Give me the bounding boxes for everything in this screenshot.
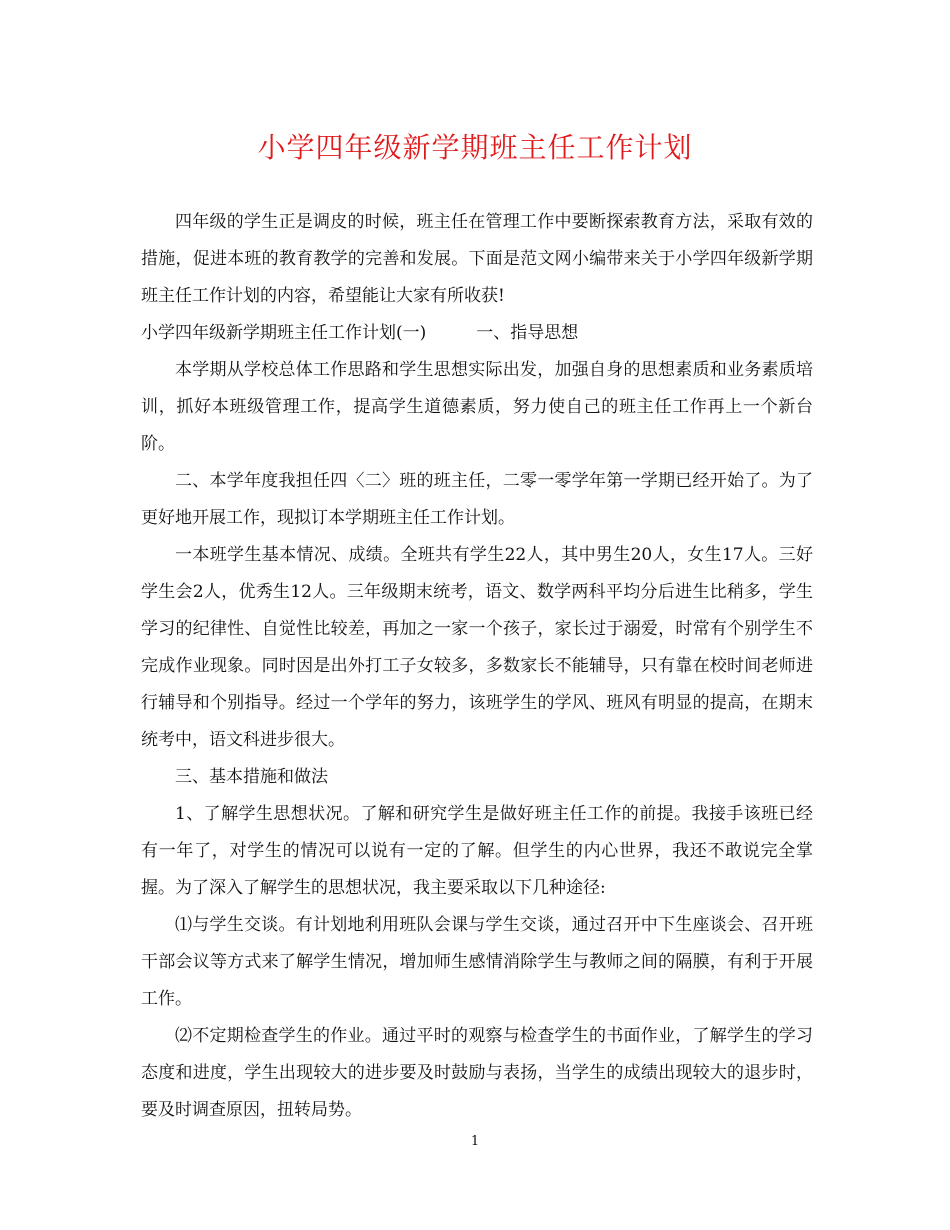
paragraph-talk-with-students: ⑴与学生交谈。有计划地利用班队会课与学生交谈，通过召开中下生座谈会、召开班干部会议等方式来了解学生情况，增加师生感情消除学生与教师之间的隔膜，有利于开展工作。 bbox=[141, 915, 813, 1009]
paragraph-check-homework: ⑵不定期检查学生的作业。通过平时的观察与检查学生的书面作业，了解学生的学习态度和进度，学生出现较大的进步要及时鼓励与表扬，当学生的成绩出现较大的退步时，要及时调查原因，扭转局势。 bbox=[141, 1026, 813, 1120]
paragraph-class-situation: 一本班学生基本情况、成绩。全班共有学生22人，其中男生20人，女生17人。三好学生会2人，优秀生12人。三年级期末统考，语文、数学两科平均分后进生比稍多，学生学习的纪律性、自觉性比较差，再加之一家一个孩子，家长过于溺爱，时常有个别学生不完成作业现象。同时因是出外打工子女较多，多数家长不能辅导，只有靠在校时间老师进行辅导和个别指导。经过一个学年的努力，该班学生的学风、班风有明显的提高，在期末统考中，语文科进步很大。 bbox=[141, 545, 813, 750]
intro-paragraph: 四年级的学生正是调皮的时候，班主任在管理工作中要断探索教育方法，采取有效的措施，促进本班的教育教学的完善和发展。下面是范文网小编带来关于小学四年级新学期班主任工作计划的内容，希望能让大家有所收获! bbox=[141, 212, 813, 306]
section-subheading: 一、指导思想 bbox=[476, 323, 579, 343]
paragraph-measures-heading: 三、基本措施和做法 bbox=[175, 767, 328, 787]
paragraph-class-assignment: 二、本学年度我担任四〈二〉班的班主任，二零一零学年第一学期已经开始了。为了更好地开展工作，现拟订本学期班主任工作计划。 bbox=[141, 471, 813, 528]
section-heading: 小学四年级新学期班主任工作计划(一) bbox=[141, 323, 427, 343]
document-body bbox=[141, 204, 813, 1129]
paragraph-guiding-thought: 本学期从学校总体工作思路和学生思想实际出发，加强自身的思想素质和业务素质培训，抓好本班级管理工作，提高学生道德素质，努力使自己的班主任工作再上一个新台阶。 bbox=[141, 360, 813, 454]
page-number: 1 bbox=[470, 1134, 480, 1149]
document-title: 小学四年级新学期班主任工作计划 bbox=[257, 131, 693, 164]
paragraph-understand-students: 1、了解学生思想状况。了解和研究学生是做好班主任工作的前提。我接手该班已经有一年了，对学生的情况可以说有一定的了解。但学生的内心世界，我还不敢说完全掌握。为了深入了解学生的思想状况，我主要采取以下几种途径: bbox=[141, 804, 813, 898]
section-heading-line bbox=[141, 315, 813, 352]
